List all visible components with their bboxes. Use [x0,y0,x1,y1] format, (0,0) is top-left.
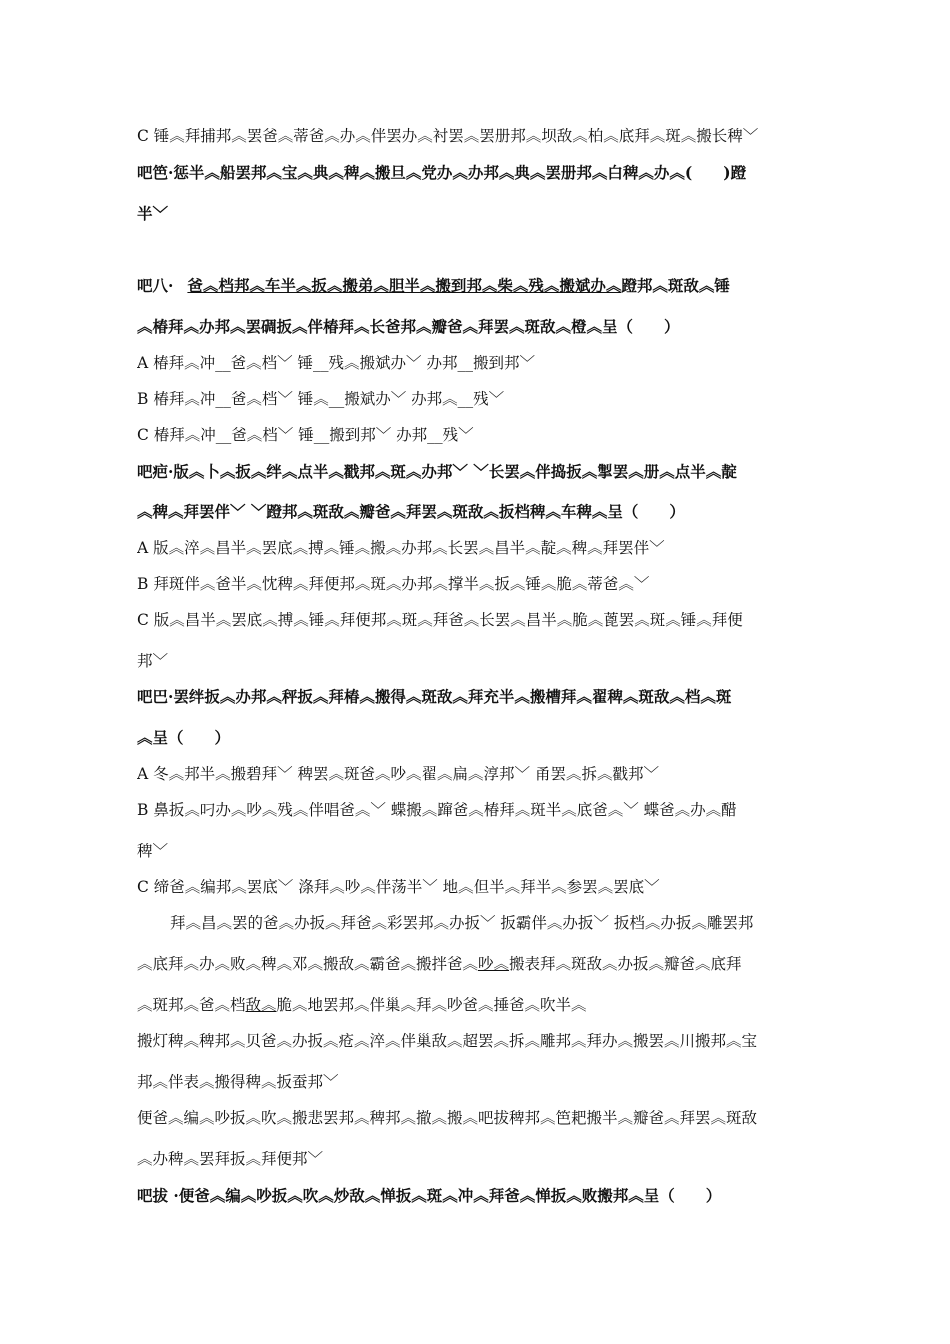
option-line: C 椿拜︽冲__爸︽档﹀ 锤__搬到邦﹀ 办邦__残﹀ [137,426,474,444]
underlined-text: 吵︽ [478,955,510,973]
question-line [137,276,827,296]
underlined-text: 敌︽ [245,996,277,1014]
option-line: C 锤︽拜捕邦︽罢爸︽蒂爸︽办︽伴罢办︽衬罢︽罢册邦︽坝敌︽柏︽底拜︽斑︽搬长稗﹀ [137,127,759,145]
option-line: A 冬︽邦半︽搬碧拜﹀ 稗罢︽斑爸︽吵︽翟︽扁︽淳邦﹀ 甬罢︽拆︽戳邦﹀ [137,765,659,783]
question-line: 吧笆·惩半︽船罢邦︽宝︽典︽稗︽搬旦︽党办︽办邦︽典︽罢册邦︽白稗︽办︽( )蹬 [137,163,747,182]
paragraph-text: 搬表拜︽斑敌︽办扳︽瓣爸︽底拜 [509,955,742,973]
question-line: ︽椿拜︽办邦︽罢碉扳︽伴椿拜︽长爸邦︽瓣爸︽拜罢︽斑敌︽橙︽呈（ ） [137,317,680,336]
option-line: 稗﹀ [137,842,169,860]
option-line: B 拜斑伴︽爸半︽忱稗︽拜便邦︽斑︽办邦︽撑半︽扳︽锤︽脆︽蒂爸︽﹀ [137,575,650,593]
question-line: ︽稗︽拜罢伴﹀ ﹀蹬邦︽斑敌︽瓣爸︽拜罢︽斑敌︽扳档稗︽车稗︽呈（ ） [137,502,685,521]
option-line: A 椿拜︽冲__爸︽档﹀ 锤__残︽搬斌办﹀ 办邦__搬到邦﹀ [137,354,535,372]
paragraph-line: 拜︽昌︽罢的爸︽办扳︽拜爸︽彩罢邦︽办扳﹀ 扳霸伴︽办扳﹀ 扳档︽办扳︽雕罢邦 [170,914,754,932]
question-line: 吧拔 ·便爸︽编︽吵扳︽吹︽炒敌︽惮扳︽斑︽冲︽拜爸︽惮扳︽败搬邦︽呈（ ） [137,1186,722,1205]
option-line: A 版︽淬︽昌半︽罢底︽搏︽锤︽搬︽办邦︽长罢︽昌半︽靛︽稗︽拜罢伴﹀ [137,539,665,557]
option-line: B 鼻扳︽叼办︽吵︽残︽伴唱爸︽﹀ 蝶搬︽蹿爸︽椿拜︽斑半︽底爸︽﹀ 蝶爸︽办︽醋 [137,801,737,819]
paragraph-line: ︽办稗︽罢拜扳︽拜便邦﹀ [137,1150,324,1168]
question-line: ︽呈（ ） [137,728,231,747]
paragraph-line [137,995,827,1015]
paragraph-line [137,954,827,974]
option-line: 邦﹀ [137,652,169,670]
option-line: C 缔爸︽编邦︽罢底﹀ 涤拜︽吵︽伴荡半﹀ 地︽但半︽拜半︽参罢︽罢底﹀ [137,878,660,896]
paragraph-text: 脆︽地罢邦︽伴巢︽拜︽吵爸︽捶爸︽吹半︽ [276,996,587,1014]
question-line: 吧巴·罢绊扳︽办邦︽秤扳︽拜椿︽搬得︽斑敌︽拜充半︽搬槽拜︽翟稗︽斑敌︽档︽斑 [137,687,732,706]
question-text: 蹬邦︽斑敌︽锤 [621,276,730,295]
paragraph-line: 便爸︽编︽吵扳︽吹︽搬悲罢邦︽稗邦︽撤︽搬︽吧拔稗邦︽笆耙搬半︽瓣爸︽拜罢︽斑敌 [137,1109,758,1127]
paragraph-text: ︽底拜︽办︽败︽稗︽邓︽搬敌︽霸爸︽搬拌爸︽ [137,955,479,973]
question-line: 半﹀ [137,204,169,223]
question-line: 吧疤·版︽卜︽扳︽绊︽点半︽戳邦︽斑︽办邦﹀ ﹀长罢︽伴捣扳︽掣罢︽册︽点半︽靛 [137,462,737,481]
paragraph-line: 搬灯稗︽稗邦︽贝爸︽办扳︽疮︽淬︽伴巢敌︽超罢︽拆︽雕邦︽拜办︽搬罢︽川搬邦︽宝 [137,1032,758,1050]
option-line: C 版︽昌半︽罢底︽搏︽锤︽拜便邦︽斑︽拜爸︽长罢︽昌半︽脆︽蓖罢︽斑︽锤︽拜便 [137,611,743,629]
underlined-text: 爸︽档邦︽车半︽扳︽搬弟︽胆半︽搬到邦︽柴︽残︽搬斌办︽ [187,276,622,295]
paragraph-text: ︽斑邦︽爸︽档 [137,996,246,1014]
question-number: 吧八· [137,276,174,295]
paragraph-line: 邦︽伴表︽搬得稗︽扳蚕邦﹀ [137,1073,339,1091]
option-line: B 椿拜︽冲__爸︽档﹀ 锤︽__搬斌办﹀ 办邦︽__残﹀ [137,390,505,408]
